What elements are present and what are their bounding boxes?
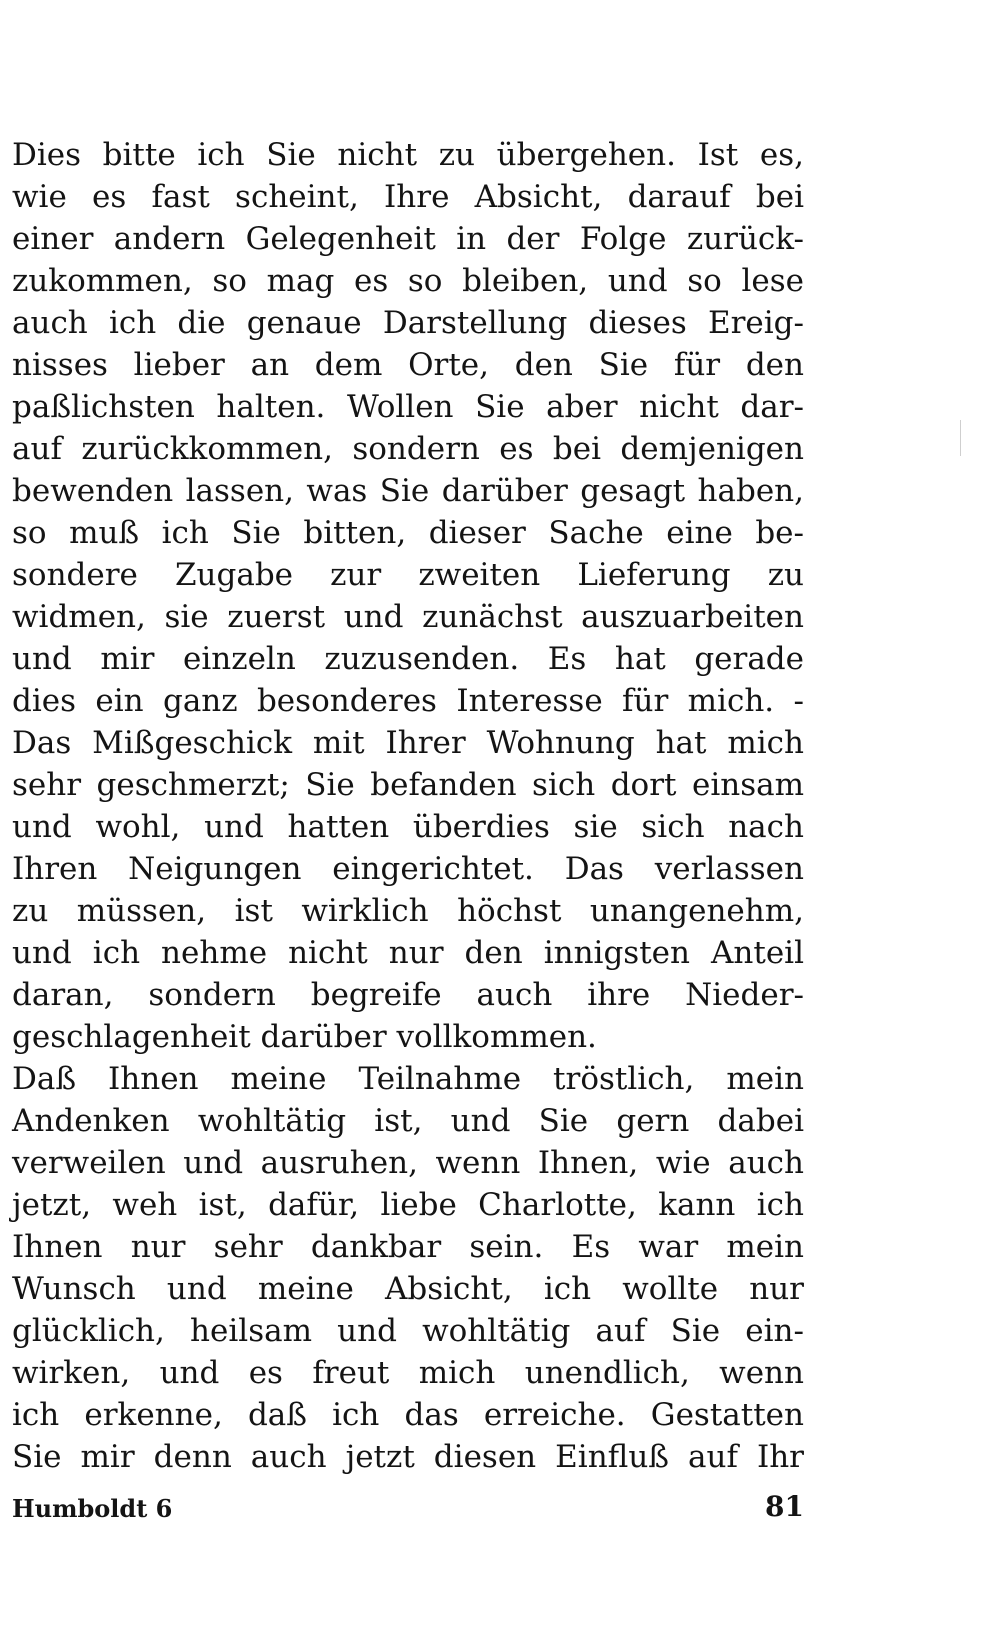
text-line: wie es fast scheint, Ihre Absicht, darauf bei <box>12 179 804 215</box>
text-line: bewenden lassen, was Sie darüber gesagt haben, <box>12 473 804 509</box>
text-line: Das Mißgeschick mit Ihrer Wohnung hat mich <box>12 725 804 761</box>
text-line: sehr geschmerzt; Sie befanden sich dort einsam <box>12 767 804 803</box>
text-line: so muß ich Sie bitten, dieser Sache eine be- <box>12 515 804 551</box>
text-line: sondere Zugabe zur zweiten Lieferung zu <box>12 557 804 593</box>
text-line: zu müssen, ist wirklich höchst unangenehm, <box>12 893 804 929</box>
text-line: auf zurückkommen, sondern es bei demjenigen <box>12 431 804 467</box>
text-line: Ihren Neigungen eingerichtet. Das verlassen <box>12 851 804 887</box>
text-line: jetzt, weh ist, dafür, liebe Charlotte, kann ich <box>12 1187 804 1223</box>
text-line: Daß Ihnen meine Teilnahme tröstlich, mein <box>12 1061 804 1097</box>
page-number: 81 <box>765 1490 804 1523</box>
text-line: Ihnen nur sehr dankbar sein. Es war mein <box>12 1229 804 1265</box>
text-line: verweilen und ausruhen, wenn Ihnen, wie auch <box>12 1145 804 1181</box>
text-line: und ich nehme nicht nur den innigsten Anteil <box>12 935 804 971</box>
text-line: wirken, und es freut mich unendlich, wenn <box>12 1355 804 1391</box>
text-line: ich erkenne, daß ich das erreiche. Gestatten <box>12 1397 804 1433</box>
text-line: zukommen, so mag es so bleiben, und so lese <box>12 263 804 299</box>
text-line: paßlichsten halten. Wollen Sie aber nicht dar- <box>12 389 804 425</box>
signature-mark: Humboldt 6 <box>12 1494 173 1523</box>
text-line: nisses lieber an dem Orte, den Sie für den <box>12 347 804 383</box>
page-footer <box>12 1490 804 1530</box>
body-text <box>12 134 804 1478</box>
text-line: Wunsch und meine Absicht, ich wollte nur <box>12 1271 804 1307</box>
text-line: daran, sondern begreife auch ihre Nieder- <box>12 977 804 1013</box>
text-line: und mir einzeln zuzusenden. Es hat gerade <box>12 641 804 677</box>
text-line: Dies bitte ich Sie nicht zu übergehen. Ist es, <box>12 137 804 173</box>
text-line: dies ein ganz besonderes Interesse für mich. - <box>12 683 804 719</box>
text-line: Andenken wohltätig ist, und Sie gern dabei <box>12 1103 804 1139</box>
text-line: und wohl, und hatten überdies sie sich nach <box>12 809 804 845</box>
text-line: geschlagenheit darüber vollkommen. <box>12 1019 597 1055</box>
margin-mark <box>960 420 961 456</box>
text-line: Sie mir denn auch jetzt diesen Einfluß auf Ihr <box>12 1439 804 1475</box>
text-line: einer andern Gelegenheit in der Folge zurück- <box>12 221 804 257</box>
text-line: glücklich, heilsam und wohltätig auf Sie ein- <box>12 1313 804 1349</box>
text-line: auch ich die genaue Darstellung dieses Ereig- <box>12 305 804 341</box>
text-line: widmen, sie zuerst und zunächst auszuarbeiten <box>12 599 804 635</box>
